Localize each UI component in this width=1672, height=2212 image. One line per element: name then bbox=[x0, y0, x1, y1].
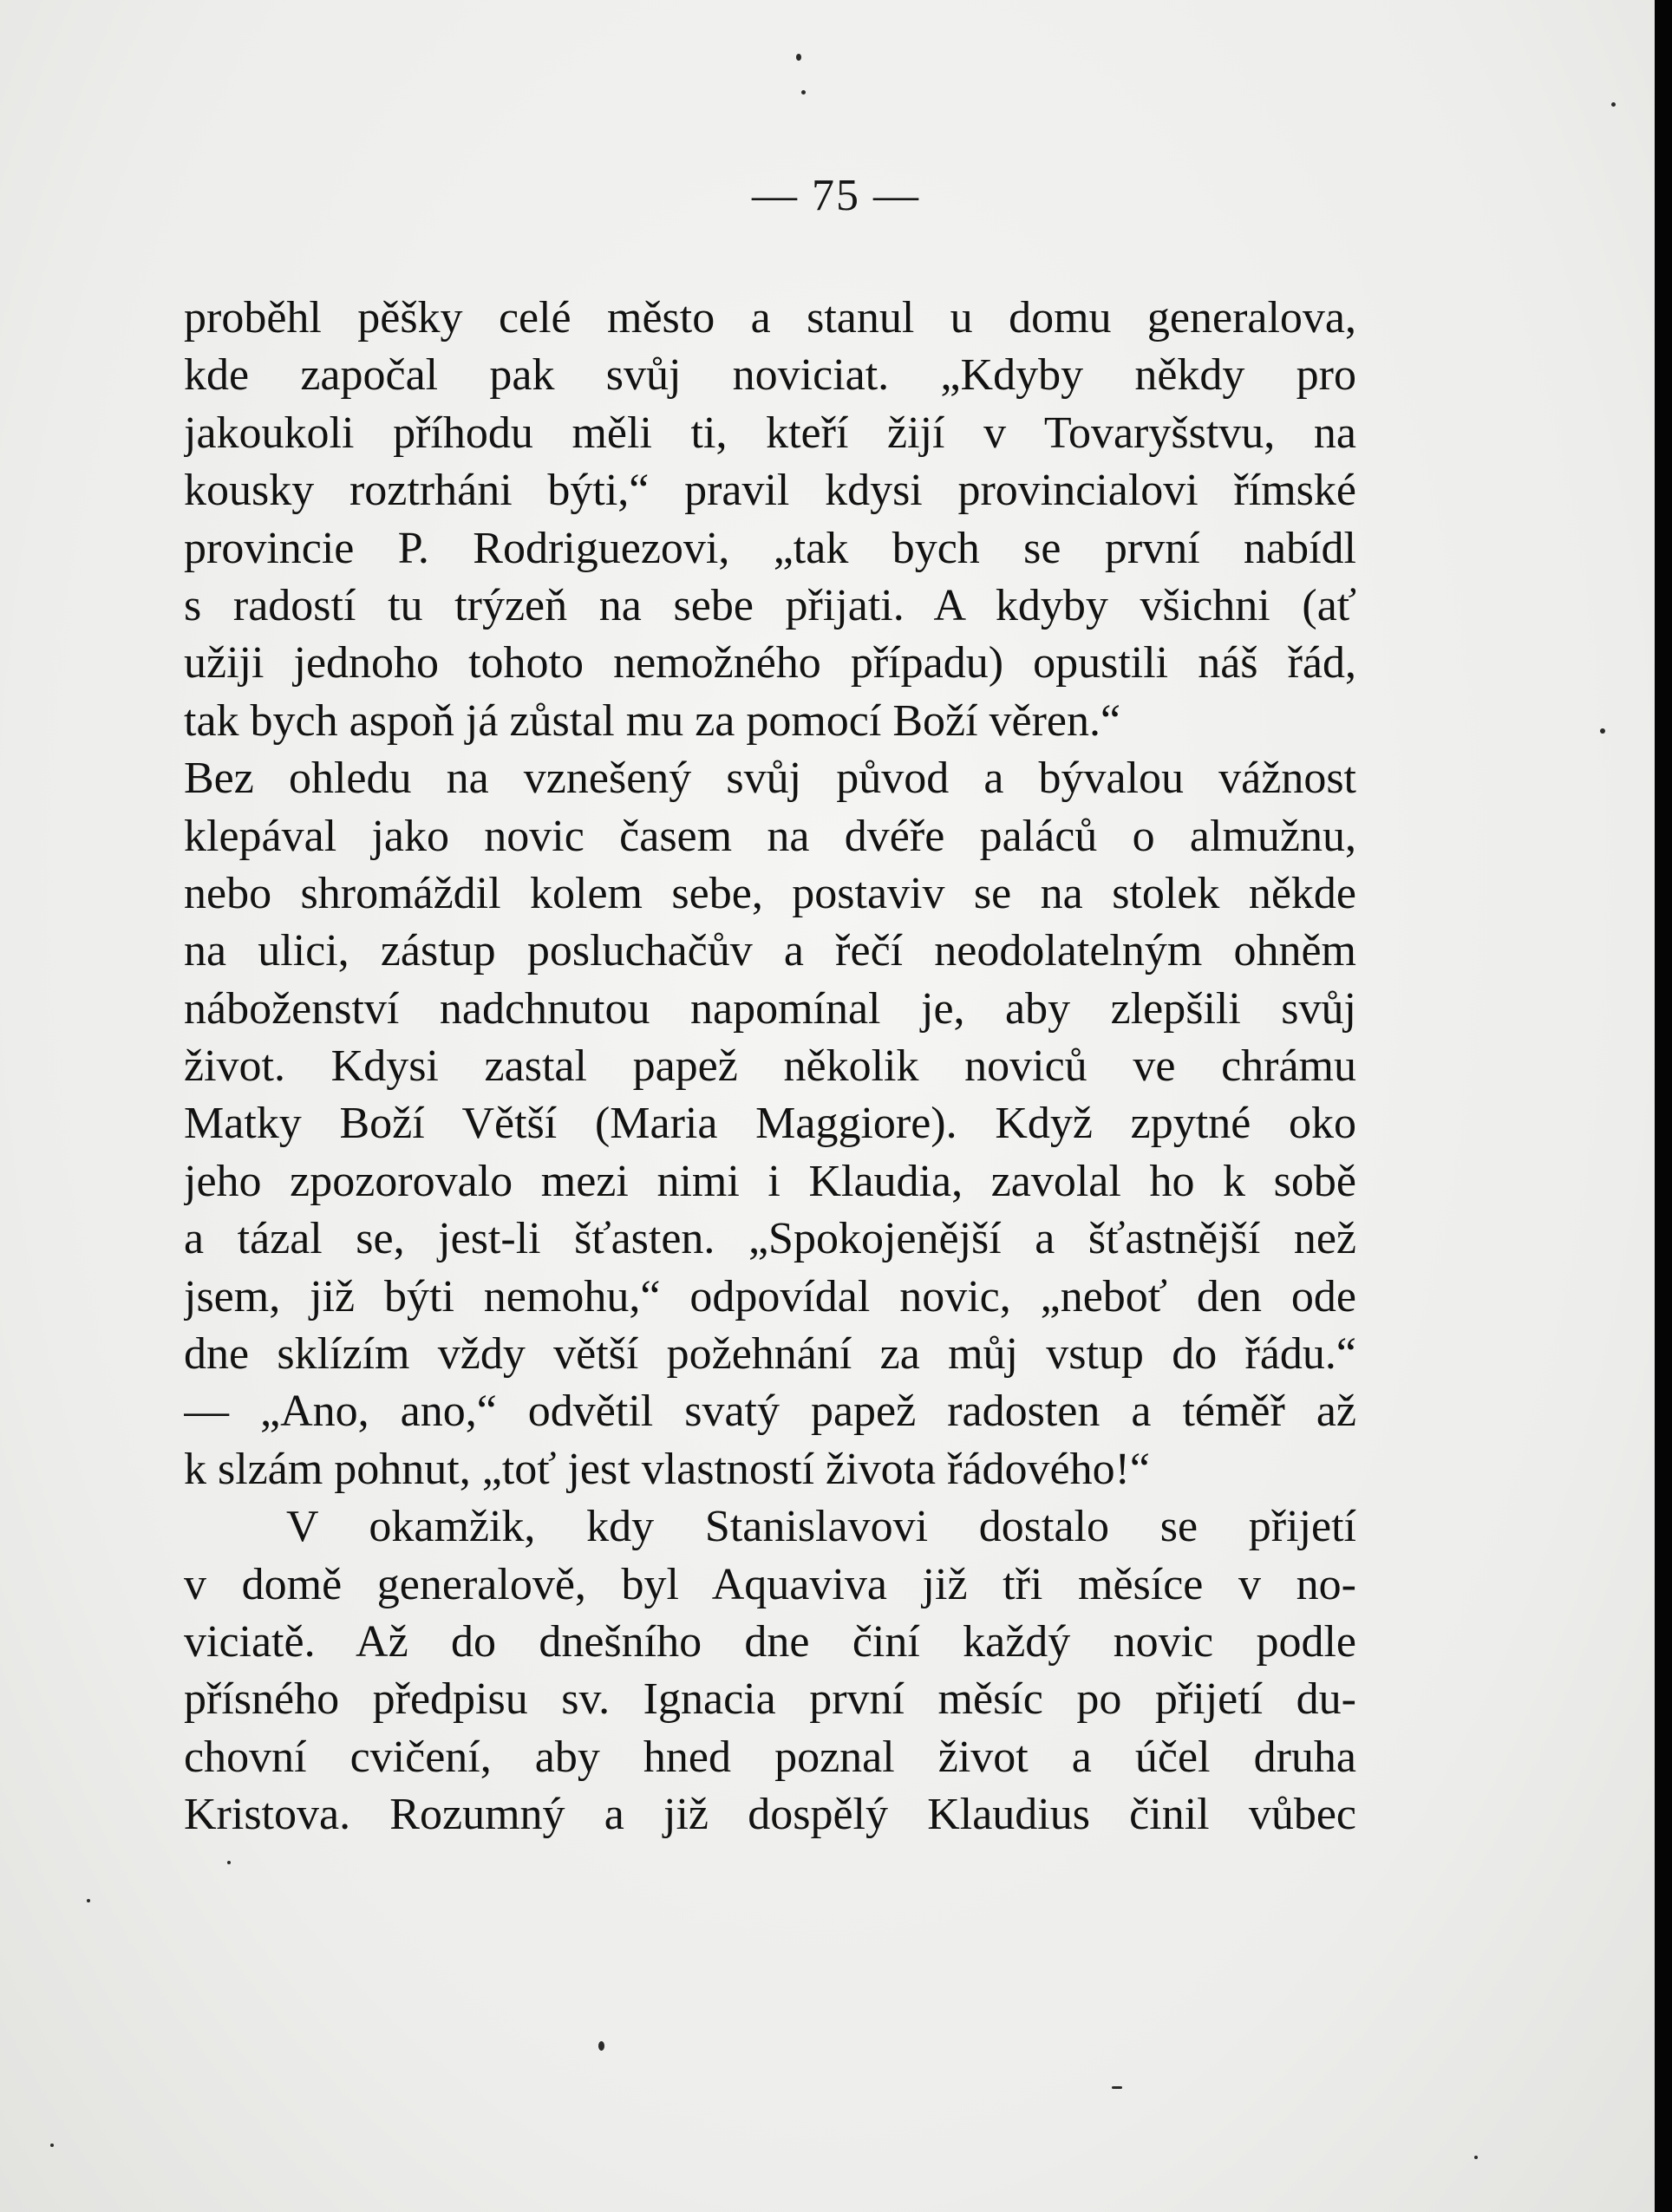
text-line: život. Kdysi zastal papež několik noviců ve chrámu bbox=[184, 1041, 1356, 1092]
text-line: v domě generalově, byl Aquaviva již tři měsíce v no- bbox=[184, 1559, 1356, 1609]
text-line: tak bych aspoň já zůstal mu za pomocí Boží věren.“ bbox=[184, 695, 1121, 746]
text-line: jeho zpozorovalo mezi nimi i Klaudia, zavolal ho k sobě bbox=[184, 1156, 1356, 1206]
paragraph-first-line: V okamžik, kdy Stanislavovi dostalo se přijetí bbox=[286, 1502, 1356, 1552]
text-line: jsem, již býti nemohu,“ odpovídal novic, „neboť den ode bbox=[184, 1271, 1356, 1321]
text-line: chovní cvičení, aby hned poznal život a účel druha bbox=[184, 1732, 1356, 1782]
text-line: Matky Boží Větší (Maria Maggiore). Když zpytné oko bbox=[184, 1099, 1356, 1149]
text-line: Bez ohledu na vznešený svůj původ a bývalou vážnost bbox=[184, 754, 1356, 804]
text-line: kde započal pak svůj noviciat. „Kdyby někdy pro bbox=[184, 350, 1356, 401]
text-line: k slzám pohnut, „toť jest vlastností života řádového!“ bbox=[184, 1444, 1150, 1494]
body-text bbox=[184, 290, 1356, 1844]
text-line: a tázal se, jest-li šťasten. „Spokojenější a šťastnější než bbox=[184, 1214, 1356, 1264]
text-line: viciatě. Až do dnešního dne činí každý novic podle bbox=[184, 1616, 1356, 1667]
text-line: náboženství nadchnutou napomínal je, aby zlepšili svůj bbox=[184, 983, 1356, 1034]
text-line: proběhl pěšky celé město a stanul u domu generalova, bbox=[184, 293, 1356, 343]
scan-speck bbox=[598, 2041, 604, 2051]
text-line: užiji jednoho tohoto nemožného případu) opustili náš řád, bbox=[184, 638, 1356, 688]
text-line: klepával jako novic časem na dvéře paláců o almužnu, bbox=[184, 811, 1356, 861]
text-line: s radostí tu trýzeň na sebe přijati. A kdyby všichni (ať bbox=[184, 580, 1356, 630]
text-line: dne sklízím vždy větší požehnání za můj vstup do řádu.“ bbox=[184, 1329, 1356, 1380]
text-line: na ulici, zástup posluchačův a řečí neodolatelným ohněm bbox=[184, 926, 1356, 976]
text-line: přísného předpisu sv. Ignacia první měsíc po přijetí du- bbox=[184, 1674, 1356, 1725]
scan-speck bbox=[50, 2143, 54, 2147]
scan-speck bbox=[801, 90, 806, 95]
scan-speck bbox=[796, 54, 801, 61]
text-line: kousky roztrháni býti,“ pravil kdysi provincialovi římské bbox=[184, 466, 1356, 516]
scan-speck bbox=[1600, 728, 1605, 734]
text-line: provincie P. Rodriguezovi, „tak bych se první nabídl bbox=[184, 523, 1356, 573]
scan-speck bbox=[1474, 2156, 1478, 2159]
scan-speck bbox=[227, 1861, 231, 1864]
scan-speck bbox=[87, 1899, 90, 1902]
text-line: — „Ano, ano,“ odvětil svatý papež radosten a téměř až bbox=[184, 1387, 1356, 1437]
text-line: nebo shromáždil kolem sebe, postaviv se na stolek někde bbox=[184, 868, 1356, 918]
scan-speck bbox=[1112, 2086, 1122, 2089]
text-line: Kristova. Rozumný a již dospělý Klaudius činil vůbec bbox=[184, 1790, 1356, 1840]
text-line: jakoukoli příhodu měli ti, kteří žijí v Tovaryšstvu, na bbox=[184, 408, 1356, 458]
scan-border bbox=[1655, 0, 1672, 2212]
page-number: — 75 — bbox=[752, 171, 920, 220]
scan-speck bbox=[1611, 102, 1616, 107]
